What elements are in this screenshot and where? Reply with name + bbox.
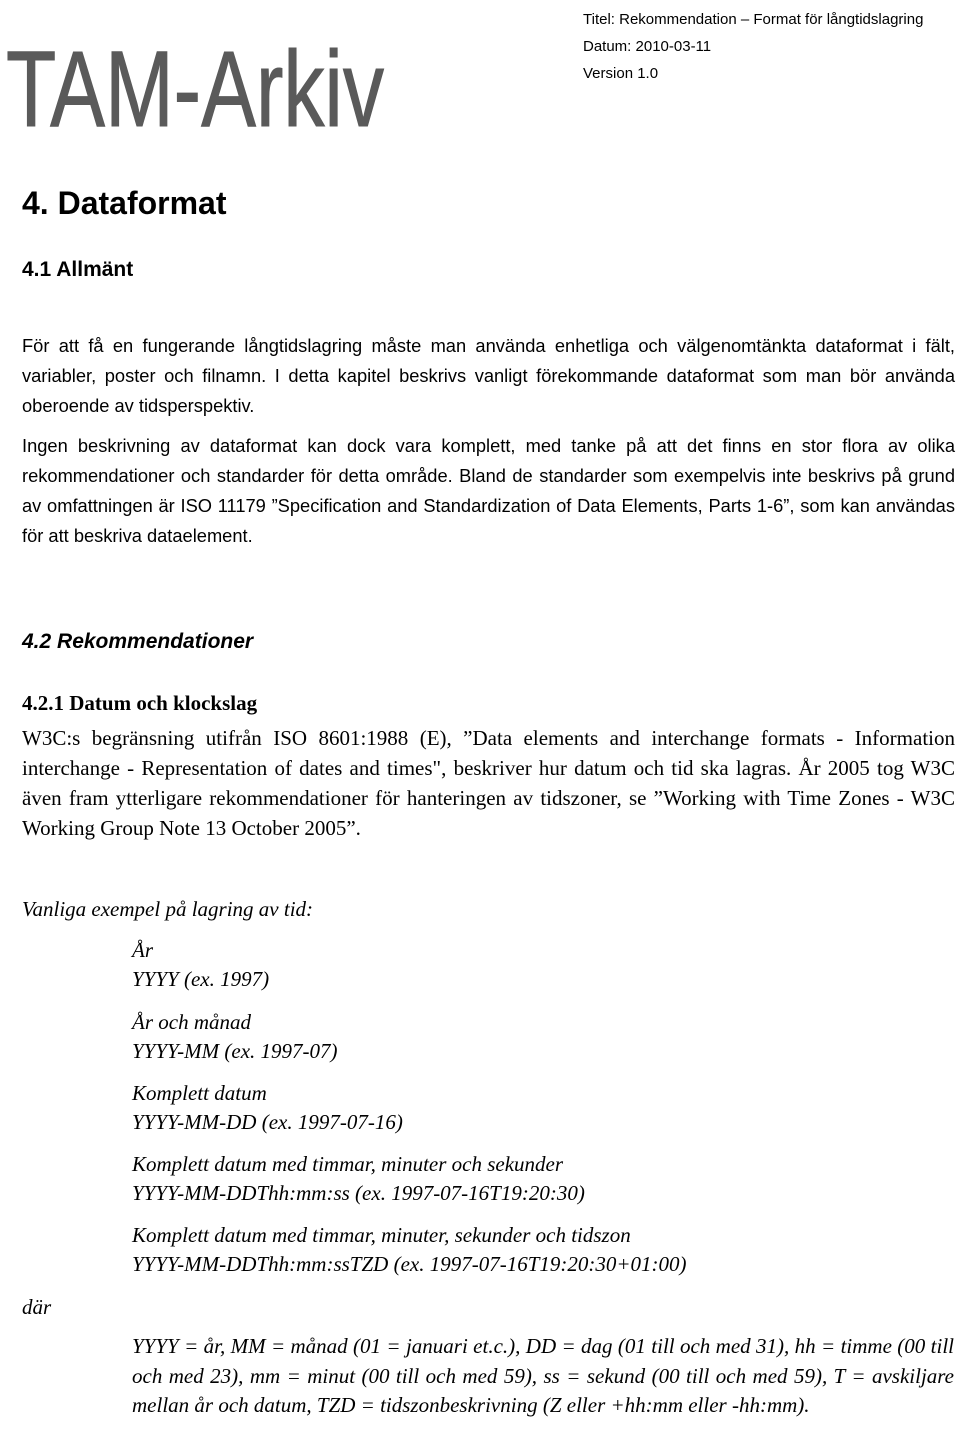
example-format: YYYY-MM-DDThh:mm:ssTZD (ex. 1997-07-16T19:20:30+01:00): [132, 1252, 687, 1276]
example-year: [132, 936, 269, 994]
example-format: YYYY (ex. 1997): [132, 967, 270, 991]
example-format: YYYY-MM (ex. 1997-07): [132, 1039, 338, 1063]
example-format: YYYY-MM-DDThh:mm:ss (ex. 1997-07-16T19:20:30): [132, 1181, 585, 1205]
paragraph-intro: För att få en fungerande långtidslagring måste man använda enhetliga och välgenomtänkta dataformat i fält, variabler, poster och filnamn. I detta kapitel beskrivs vanligt förekommande dataformat som man bör använda oberoende av tidsperspektiv.: [22, 335, 955, 416]
example-format: YYYY-MM-DD (ex. 1997-07-16): [132, 1110, 403, 1134]
example-full-date: [132, 1079, 403, 1137]
example-label: Komplett datum med timmar, minuter och sekunder: [132, 1152, 564, 1176]
logo-text: TAM-Arkiv: [6, 28, 384, 149]
example-date-time-zone: [132, 1221, 687, 1279]
document-header: [583, 6, 923, 87]
document-date: Datum: 2010-03-11: [583, 38, 712, 55]
examples-heading: Vanliga exempel på lagring av tid:: [22, 897, 314, 921]
document-version: Version 1.0: [583, 65, 659, 82]
subsection-heading-datum: 4.2.1 Datum och klockslag: [22, 691, 258, 715]
example-label: År: [132, 938, 153, 962]
document-title: Titel: Rekommendation – Format för långtidslagring: [583, 11, 924, 28]
example-label: Komplett datum med timmar, minuter, sekunder och tidszon: [132, 1223, 631, 1247]
where-label: där: [22, 1295, 52, 1319]
tam-arkiv-logo: [0, 0, 390, 149]
example-label: År och månad: [132, 1010, 251, 1034]
example-label: Komplett datum: [132, 1081, 267, 1105]
paragraph-w3c: W3C:s begränsning utifrån ISO 8601:1988 (E), ”Data elements and interchange formats - Information interchange - Representation of dates and times", beskriver hur datum och tid ska lagras. År 2005 tog W3C även fram ytterligare rekommendationer för hanteringen av tidszoner, se ”Working with Time Zones - W3C Working Group Note 13 October 2005”.: [22, 726, 955, 840]
format-legend: YYYY = år, MM = månad (01 = januari et.c.), DD = dag (01 till och med 31), hh = timme (00 till och med 23), mm = minut (00 till och med 59), ss = sekund (00 till och med 59), T = avskiljare mellan år och datum, TZD = tidszonbeskrivning (Z eller +hh:mm eller -hh:mm).: [132, 1334, 954, 1417]
example-date-time: [132, 1150, 585, 1208]
chapter-heading: 4. Dataformat: [22, 185, 227, 221]
section-heading-rekommendationer: 4.2 Rekommendationer: [22, 630, 254, 653]
section-heading-allmant: 4.1 Allmänt: [22, 258, 134, 281]
example-year-month: [132, 1008, 338, 1066]
paragraph-standards: Ingen beskrivning av dataformat kan dock vara komplett, med tanke på att det finns en stor flora av olika rekommendationer och standarder för detta område. Bland de standarder som exempelvis inte beskrivs på grund av omfattningen är ISO 11179 ”Specification and Standardization of Data Elements, Parts 1-6”, som kan användas för att beskriva dataelement.: [22, 435, 955, 546]
